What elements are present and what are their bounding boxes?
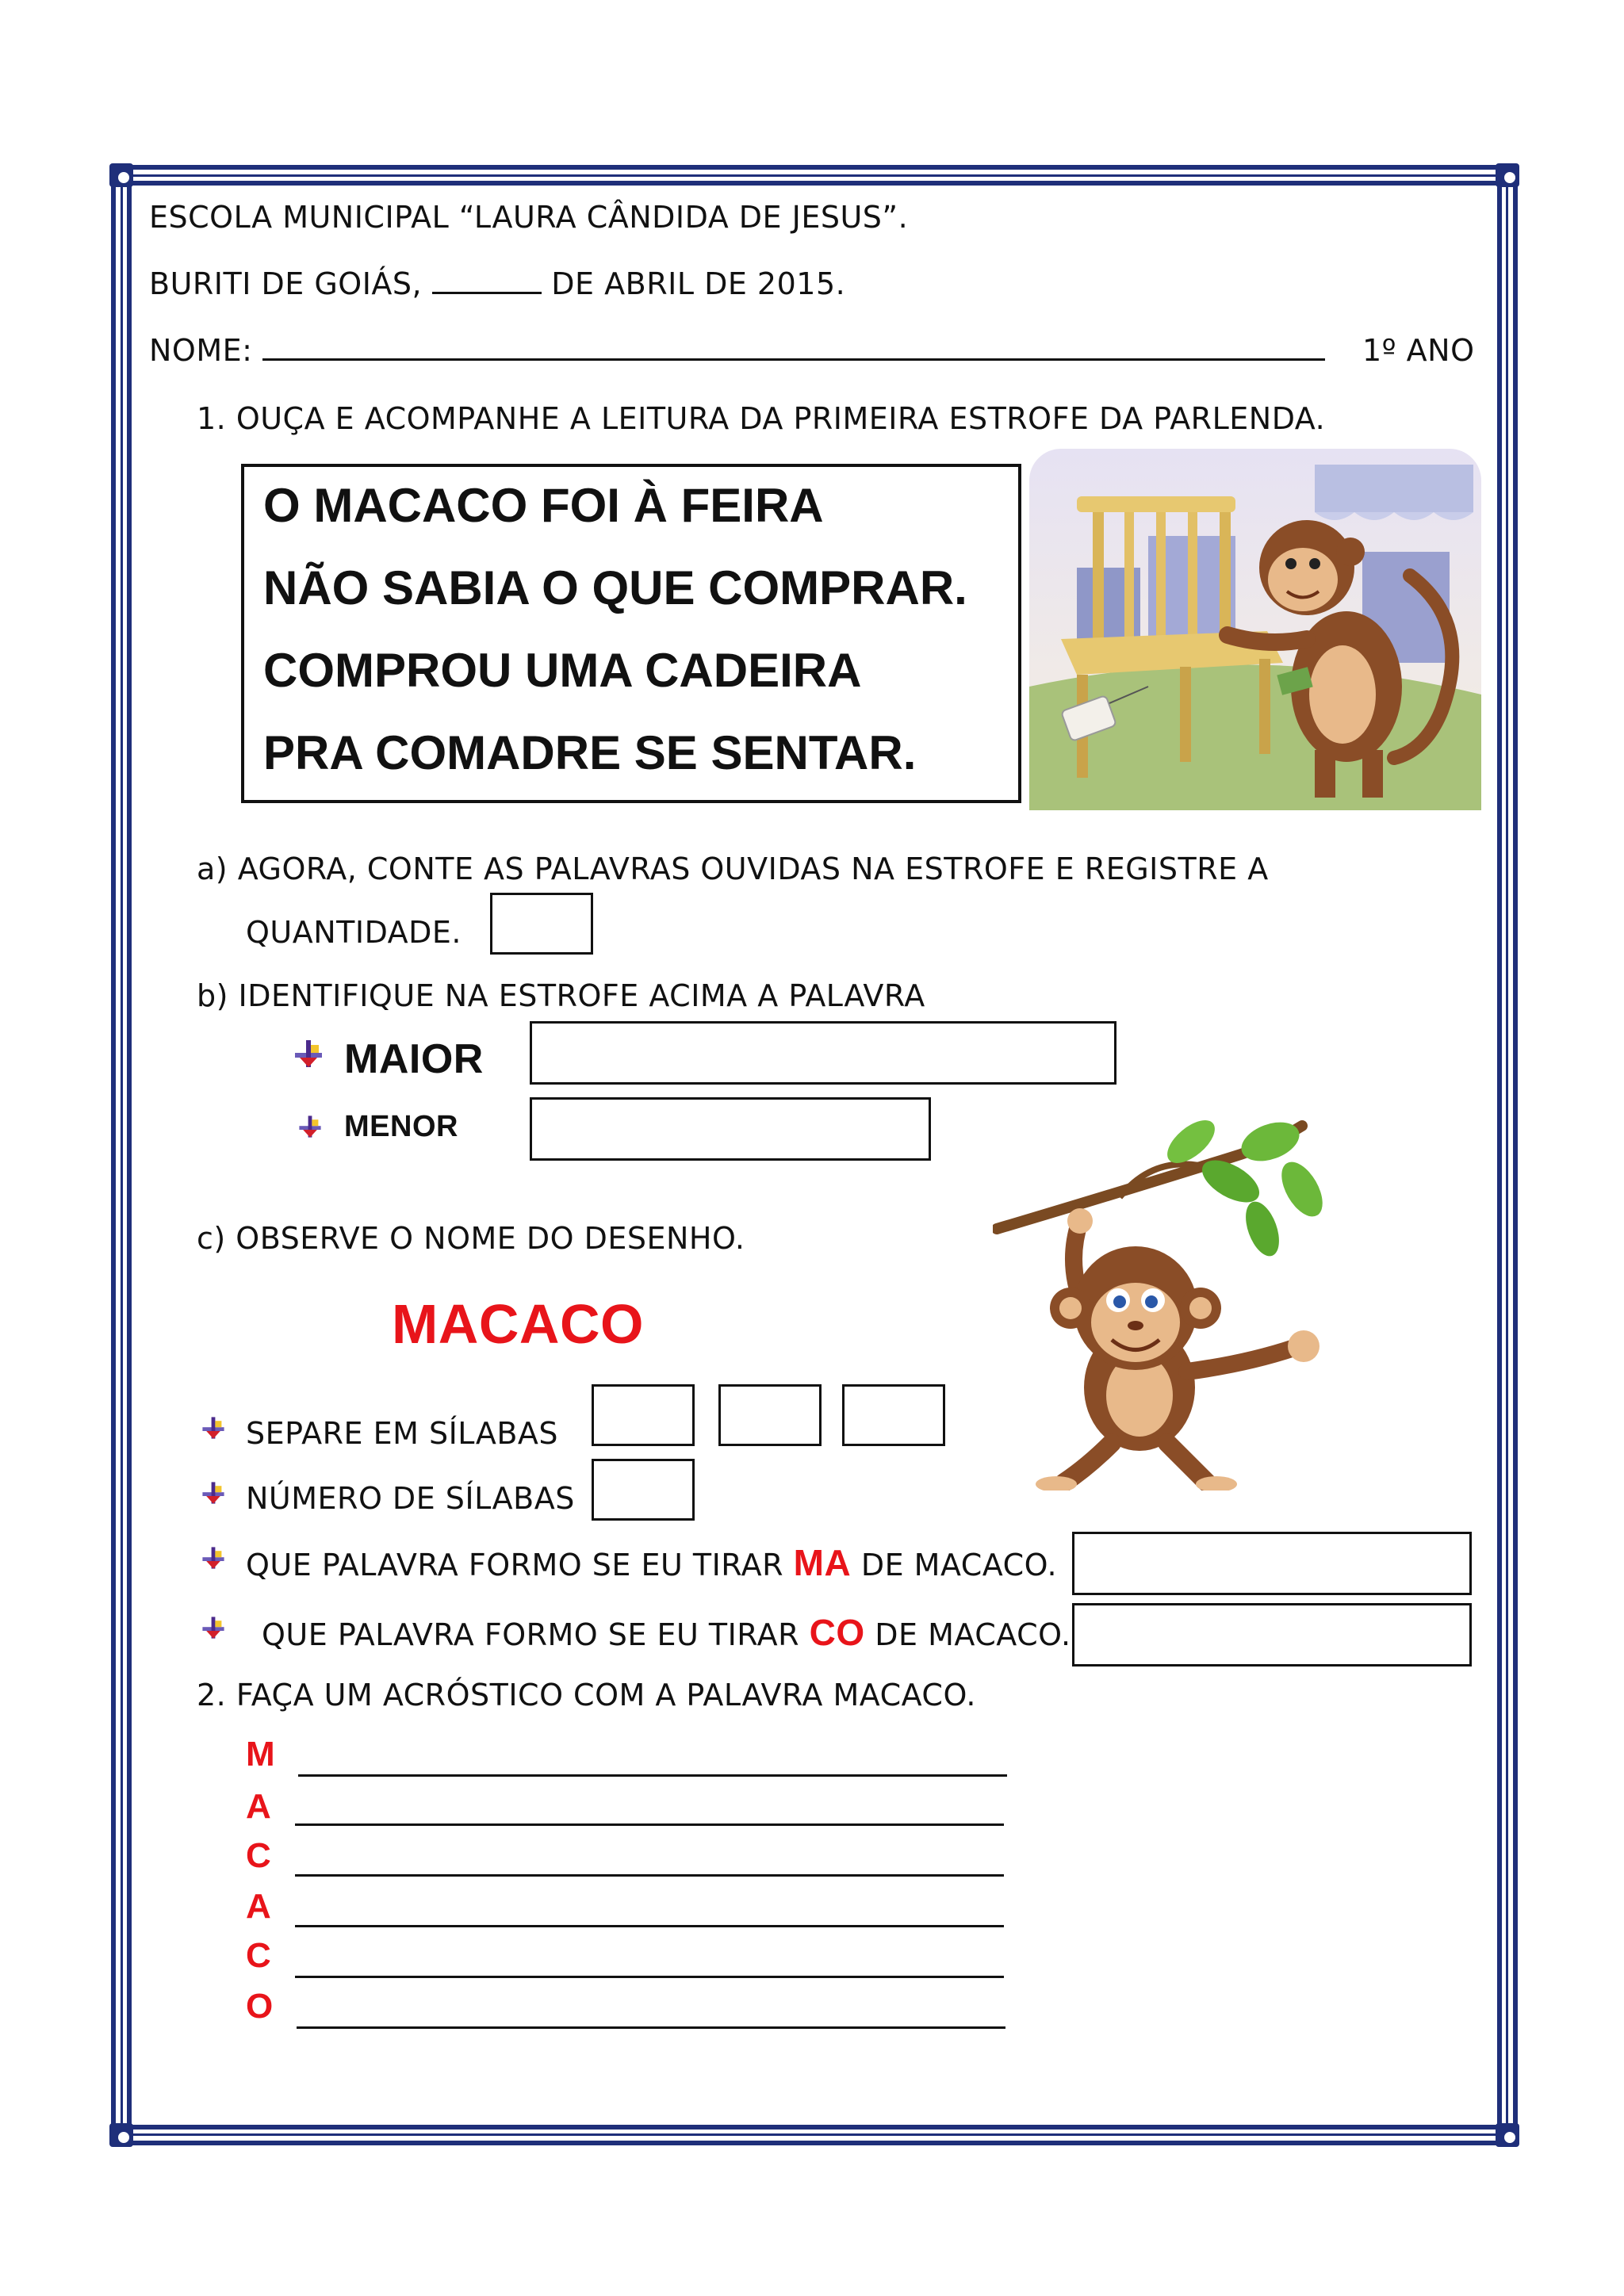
q1-part-c-text: c) OBSERVE O NOME DO DESENHO. [197, 1221, 745, 1256]
poem-line: PRA COMADRE SE SENTAR. [263, 726, 917, 779]
poem-line: COMPROU UMA CADEIRA [263, 644, 862, 697]
q1-part-b-text: b) IDENTIFIQUE NA ESTROFE ACIMA A PALAVRA [197, 978, 925, 1013]
acrostic-line[interactable] [297, 2026, 1005, 2029]
acrostic-letter: C [246, 1936, 271, 1975]
poem-line: O MACACO FOI À FEIRA [263, 479, 824, 532]
school-name: ESCOLA MUNICIPAL “LAURA CÂNDIDA DE JESUS”. [149, 200, 909, 235]
syllable-box-3[interactable] [842, 1384, 945, 1446]
acrostic-line[interactable] [295, 1925, 1004, 1927]
syllable-box-2[interactable] [718, 1384, 822, 1446]
hanging-monkey-illustration [993, 1110, 1342, 1490]
bullet-icon [202, 1482, 224, 1503]
remove-co-answer-box[interactable] [1072, 1603, 1472, 1667]
bullet-icon [299, 1115, 320, 1137]
acrostic-line[interactable] [298, 1774, 1007, 1777]
highlight-ma: MA [793, 1542, 852, 1583]
acrostic-line[interactable] [295, 1976, 1004, 1978]
q1-title: 1. OUÇA E ACOMPANHE A LEITURA DA PRIMEIRA ESTROFE DA PARLENDA. [197, 401, 1326, 436]
word-macaco: MACACO [392, 1293, 644, 1355]
remove-ma-answer-box[interactable] [1072, 1532, 1472, 1595]
acrostic-line[interactable] [295, 1874, 1004, 1877]
date-suffix: DE ABRIL DE 2015. [551, 266, 846, 301]
acrostic-letter: A [246, 1787, 271, 1826]
name-label: NOME: [149, 333, 253, 368]
name-blank[interactable] [262, 358, 1325, 361]
numero-label: NÚMERO DE SÍLABAS [246, 1481, 575, 1516]
highlight-co: CO [809, 1612, 865, 1653]
monkey-chair-illustration [1029, 449, 1481, 810]
bullet-icon [202, 1547, 224, 1568]
bullet-icon [295, 1040, 322, 1067]
corner-ornament-icon [109, 2123, 133, 2147]
syllable-count-box[interactable] [592, 1459, 695, 1521]
corner-ornament-icon [1496, 2123, 1519, 2147]
name-line [149, 333, 1325, 368]
syllable-box-1[interactable] [592, 1384, 695, 1446]
acrostic-letter: O [246, 1987, 274, 2026]
grade-label: 1º ANO [1362, 333, 1475, 368]
acrostic-letter: A [246, 1887, 271, 1926]
word-count-box[interactable] [490, 893, 593, 955]
remove-co-prefix: QUE PALAVRA FORMO SE EU TIRAR [262, 1617, 800, 1652]
remove-ma-suffix: DE MACACO. [860, 1548, 1058, 1582]
corner-ornament-icon [1496, 163, 1519, 187]
poem-box [241, 464, 1021, 803]
q1-part-a-line1: a) AGORA, CONTE AS PALAVRAS OUVIDAS NA ESTROFE E REGISTRE A [197, 851, 1269, 886]
date-line [149, 266, 845, 301]
separe-label: SEPARE EM SÍLABAS [246, 1416, 559, 1451]
day-blank[interactable] [432, 292, 542, 294]
remove-ma-prefix: QUE PALAVRA FORMO SE EU TIRAR [246, 1548, 784, 1582]
q2-title: 2. FAÇA UM ACRÓSTICO COM A PALAVRA MACACO. [197, 1678, 976, 1712]
acrostic-letter: M [246, 1735, 275, 1774]
bullet-icon [202, 1617, 224, 1638]
corner-ornament-icon [109, 163, 133, 187]
menor-answer-box[interactable] [530, 1097, 931, 1161]
remove-ma-question [246, 1541, 1057, 1584]
q1-part-a-line2: QUANTIDADE. [246, 915, 462, 950]
remove-co-question [262, 1611, 1071, 1654]
acrostic-letter: C [246, 1836, 271, 1875]
maior-label: MAIOR [344, 1036, 484, 1082]
remove-co-suffix: DE MACACO. [875, 1617, 1071, 1652]
menor-label: MENOR [344, 1110, 458, 1143]
date-prefix: BURITI DE GOIÁS, [149, 266, 423, 301]
bullet-icon [202, 1417, 224, 1438]
acrostic-line[interactable] [295, 1823, 1004, 1826]
maior-answer-box[interactable] [530, 1021, 1116, 1085]
poem-line: NÃO SABIA O QUE COMPRAR. [263, 561, 967, 614]
